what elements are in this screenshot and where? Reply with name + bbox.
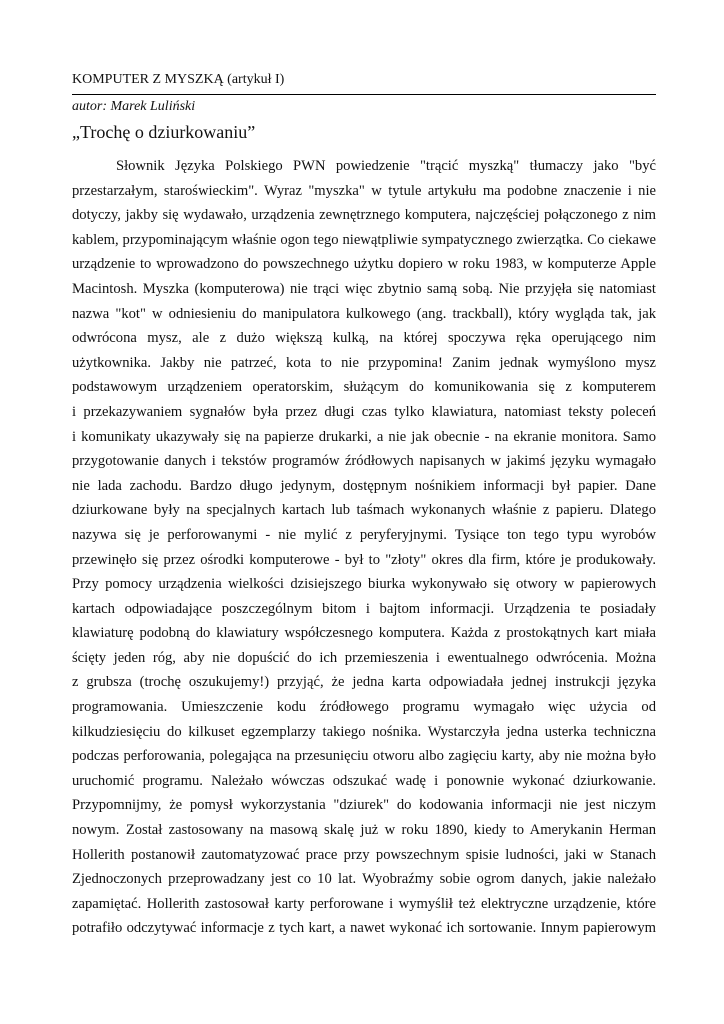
article-line: przygotowanie danych i tekstów programów źródłowych napisanych w jakimś języku wymagało (72, 453, 656, 470)
article-line: dotyczy, jakby się wydawało, urządzenia zewnętrznego komputera, najczęściej połączonego z nim (72, 207, 656, 224)
article-line: Przy pomocy urządzenia wielkości dzisiejszego biurka wykonywało się otwory w papierowych (72, 576, 656, 593)
article-line: kilkudziesięciu do kilkuset egzemplarzy takiego nośnika. Wystarczyła jedna usterka techniczna (72, 723, 656, 740)
article-line: kablem, przypominającym właśnie ogon tego niewątpliwie sympatycznego zwierzątka. Co ciekawe (72, 231, 656, 248)
article-line: nazwa "kot" w odniesieniu do manipulatora kulkowego (ang. trackball), który wygląda tak, jak (72, 305, 656, 322)
article-line: programowania. Umieszczenie kodu źródłowego programu wymagało więc użycia od (72, 699, 656, 716)
article-line: potrafiło odczytywać informacje z tych kart, a nawet wykonać ich sortowanie. Innym papierowym (72, 920, 656, 937)
article-line: nowym. Został zastosowany na masową skalę już w roku 1890, kiedy to Amerykanin Herman (72, 822, 656, 839)
article-line: odwrócona mysz, ale z dużo większą kulką, na której spoczywa ręka operującego nim (72, 330, 656, 347)
article-line: dziurkowane były na specjalnych kartach lub taśmach wykonanych właśnie z papieru. Dlatego (72, 502, 656, 519)
article-line: nazywa się je perforowanymi - nie mylić z peryferyjnymi. Tysiące ton tego typu wyrobów (72, 526, 656, 543)
article-line: uruchomić programu. Należało wówczas odszukać wadę i ponownie wykonać dziurkowanie. (72, 772, 656, 789)
article-line: Hollerith postanowił zautomatyzować prace przy powszechnym spisie ludności, jaki w Stanach (72, 846, 656, 863)
author-line: autor: Marek Luliński (72, 99, 196, 114)
article-line: Macintosh. Myszka (komputerowa) nie trąci więc zbytnio samą sobą. Nie przyjęła się natomiast (72, 280, 656, 297)
article-line: Zjednoczonych przeprowadzany jest co 10 lat. Wyobraźmy sobie ogrom danych, jakie należało (72, 871, 656, 888)
article-line: klawiaturę podobną do klawiatury współczesnego komputera. Każda z prostokątnych kart miała (72, 625, 656, 642)
article-line: i przekazywaniem sygnałów była przez długi czas tylko klawiatura, natomiast teksty poleceń (72, 403, 656, 420)
article-line: przewinęło się przez ośrodki komputerowe - był to "złoty" okres dla firm, które je produkowały. (72, 551, 656, 568)
article-body (72, 154, 656, 941)
article-line: użytkownika. Jakby nie patrzeć, kota to nie przypomina! Zanim jednak wymyślono mysz (72, 354, 656, 371)
article-line: urządzenie to wprowadzono do powszechnego użytku dopiero w roku 1983, w komputerze Apple (72, 256, 656, 273)
article-line: podczas perforowania, polegająca na przesunięciu otworu albo zagięciu karty, aby nie można było (72, 748, 656, 765)
article-line: z grubsza (trochę oszukujemy!) przyjąć, że jedna karta odpowiadała jednej instrukcji języka (72, 674, 656, 691)
article-line: i komunikaty ukazywały się na papierze drukarki, a nie jak obecnie - na ekranie monitora. Samo (72, 428, 656, 445)
article-line: ścięty jeden róg, aby nie dopuścić do ich przemieszenia i ewentualnego odwrócenia. Można (72, 649, 656, 666)
article-line: przestarzałym, staroświeckim". Wyraz "myszka" w tytule artykułu ma podobne znaczenie i nie (72, 182, 656, 199)
article-line: Przypomnijmy, że pomysł wykorzystania "dziurek" do kodowania informacji nie jest niczym (72, 797, 656, 814)
header-divider (72, 94, 656, 95)
article-line: kartach odpowiadające poszczególnym bitom i bajtom informacji. Urządzenia te posiadały (72, 600, 656, 617)
article-heading: „Trochę o dziurkowaniu” (72, 122, 256, 142)
document-page (72, 62, 656, 941)
article-line: zapamiętać. Hollerith zastosował karty perforowane i wymyślił też elektryczne urządzenie, które (72, 895, 656, 912)
article-line: podstawowym urządzeniem operatorskim, służącym do komunikowania się z komputerem (72, 379, 656, 396)
article-line: nie lada zachodu. Bardzo długo jedynym, dostępnym nośnikiem informacji był papier. Dane (72, 477, 656, 494)
document-header-title: KOMPUTER Z MYSZKĄ (artykuł I) (72, 72, 285, 87)
article-line: Słownik Języka Polskiego PWN powiedzenie "trącić myszką" tłumaczy jako "być (116, 158, 656, 174)
